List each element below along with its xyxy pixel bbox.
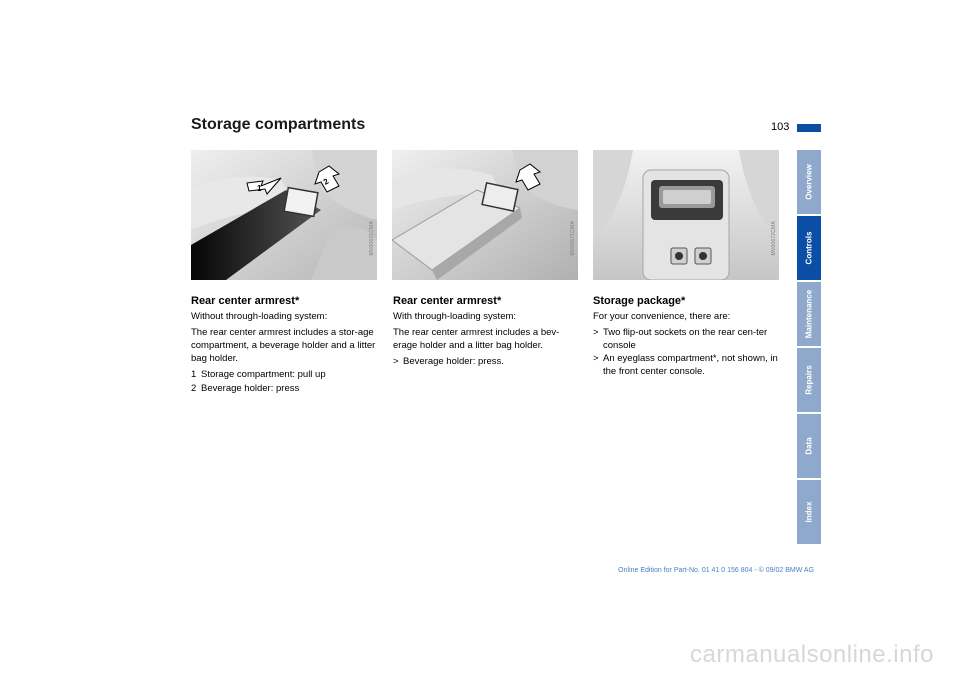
section-paragraph: The rear center armrest includes a stor-age compartment, a beverage holder and a litter bag holder. [191, 327, 376, 364]
tab-label: Overview [804, 164, 814, 200]
page-number: 103 [771, 121, 790, 133]
armrest-storage-image [191, 150, 377, 280]
tab-repairs[interactable] [797, 348, 821, 412]
section-heading: Rear center armrest* [191, 295, 300, 307]
section-armrest-without-loading [191, 294, 377, 396]
bullet-item [593, 326, 779, 352]
section-storage-package [593, 294, 779, 378]
rear-console-image [593, 150, 779, 280]
page-title: Storage compartments [191, 116, 366, 133]
list-text: Beverage holder: press [201, 383, 300, 394]
bullet-text: Beverage holder: press. [403, 356, 504, 367]
bullet-text: An eyeglass compartment*, not shown, in the front center console. [603, 353, 778, 377]
section-paragraph: The rear center armrest includes a bev-erage holder and a litter bag holder. [393, 327, 560, 351]
list-item [191, 368, 377, 381]
bullet-text: Two flip-out sockets on the rear cen-ter console [603, 327, 768, 351]
bullet-marker: > [593, 327, 599, 338]
bullet-marker: > [393, 356, 399, 367]
list-number: 2 [191, 383, 197, 394]
list-text: Storage compartment: pull up [201, 369, 326, 380]
footer-edition: Online Edition for Part-No. 01 41 0 156 804 - © 09/02 BMW AG [618, 567, 814, 574]
tab-label: Data [804, 437, 814, 455]
tab-label: Controls [804, 231, 814, 265]
armrest-beverage-image [392, 150, 578, 280]
tab-label: Index [804, 501, 814, 523]
tab-controls[interactable] [797, 216, 821, 280]
bullet-item [593, 352, 779, 378]
section-intro: With through-loading system: [393, 311, 517, 322]
bullet-marker: > [593, 353, 599, 364]
list-item [191, 382, 377, 395]
section-intro: For your convenience, there are: [593, 311, 731, 322]
image-code: MV00671CMA [570, 221, 576, 256]
callout-1: 1 [257, 184, 262, 193]
callout-2: 2 [321, 176, 331, 187]
tab-label: Repairs [804, 365, 814, 395]
section-intro: Without through-loading system: [191, 311, 328, 322]
tab-maintenance[interactable] [797, 282, 821, 346]
bullet-item [393, 355, 579, 368]
image-code: MV00621CMA [369, 221, 375, 256]
section-heading: Rear center armrest* [393, 295, 502, 307]
tab-label: Maintenance [804, 289, 814, 339]
list-number: 1 [191, 369, 197, 380]
section-armrest-with-loading [393, 294, 579, 368]
tab-data[interactable] [797, 414, 821, 478]
image-code: MV00672CMA [771, 221, 777, 256]
tab-overview[interactable] [797, 150, 821, 214]
section-heading: Storage package* [593, 295, 686, 307]
tab-index[interactable] [797, 480, 821, 544]
watermark: carmanualsonline.info [690, 641, 934, 668]
page-number-bar [797, 124, 821, 132]
